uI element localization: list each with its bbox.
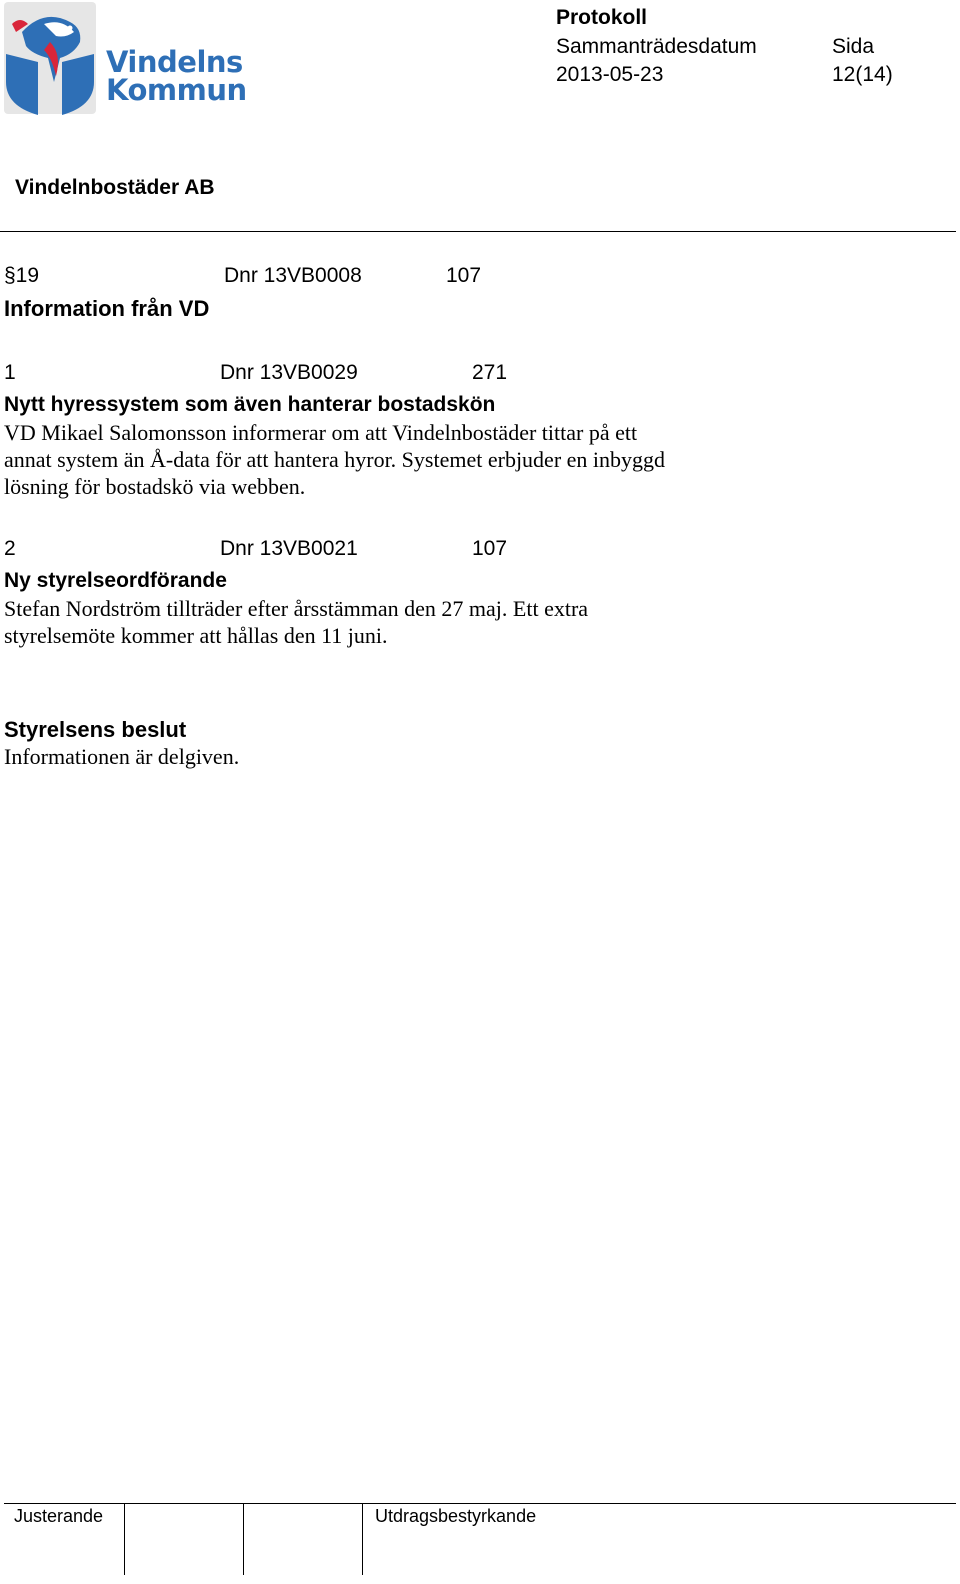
- item-2-body: [4, 595, 904, 649]
- document-type-title: Protokoll: [556, 6, 648, 29]
- item-1-line-2: annat system än Å-data för att hantera hyror. Systemet erbjuder en inbyggd: [4, 447, 666, 472]
- item-1-title: Nytt hyressystem som även hanterar bostadskön: [4, 393, 496, 416]
- item-2-line-2: styrelsemöte kommer att hållas den 11 juni.: [4, 623, 388, 648]
- header-divider: [0, 231, 956, 232]
- decision-text: Informationen är delgiven.: [4, 744, 240, 769]
- meeting-date-value: 2013-05-23: [556, 63, 664, 86]
- page-label: Sida: [832, 35, 875, 58]
- item-2-line-1: Stefan Nordström tillträder efter årsstämman den 27 maj. Ett extra: [4, 596, 589, 621]
- footer-cell-divider-2: [243, 1503, 244, 1575]
- section-dnr: Dnr 13VB0008: [224, 264, 362, 287]
- logo-text: [106, 45, 247, 107]
- section-number: §19: [4, 264, 40, 287]
- shield-fish-emblem-icon: [4, 2, 104, 118]
- item-1-body: [4, 419, 904, 500]
- footer-cell-divider-3: [362, 1503, 363, 1575]
- utdragsbestyrkande-label: Utdragsbestyrkande: [375, 1506, 537, 1526]
- item-1-line-3: lösning för bostadskö via webben.: [4, 474, 306, 499]
- organization-name: Vindelnbostäder AB: [15, 176, 215, 199]
- page-number-value: 12(14): [832, 63, 893, 86]
- item-2-code: 107: [472, 537, 508, 560]
- item-1-line-1: VD Mikael Salomonsson informerar om att Vindelnbostäder tittar på ett: [4, 420, 638, 445]
- item-2-dnr: Dnr 13VB0021: [220, 537, 358, 560]
- section-title: Information från VD: [4, 296, 210, 321]
- item-1-number: 1: [4, 361, 16, 384]
- item-1-dnr: Dnr 13VB0029: [220, 361, 358, 384]
- footer-divider: [4, 1503, 956, 1504]
- vindeln-kommun-logo: [4, 2, 250, 118]
- section-code: 107: [446, 264, 482, 287]
- logo-line-1: Vindelns: [106, 45, 243, 79]
- item-2-title: Ny styrelseordförande: [4, 569, 227, 592]
- item-2-number: 2: [4, 537, 16, 560]
- meeting-date-label: Sammanträdesdatum: [556, 35, 757, 58]
- logo-line-2: Kommun: [106, 73, 247, 107]
- decision-title: Styrelsens beslut: [4, 717, 187, 742]
- item-1-code: 271: [472, 361, 508, 384]
- footer-cell-divider-1: [124, 1503, 125, 1575]
- justerande-label: Justerande: [14, 1506, 104, 1526]
